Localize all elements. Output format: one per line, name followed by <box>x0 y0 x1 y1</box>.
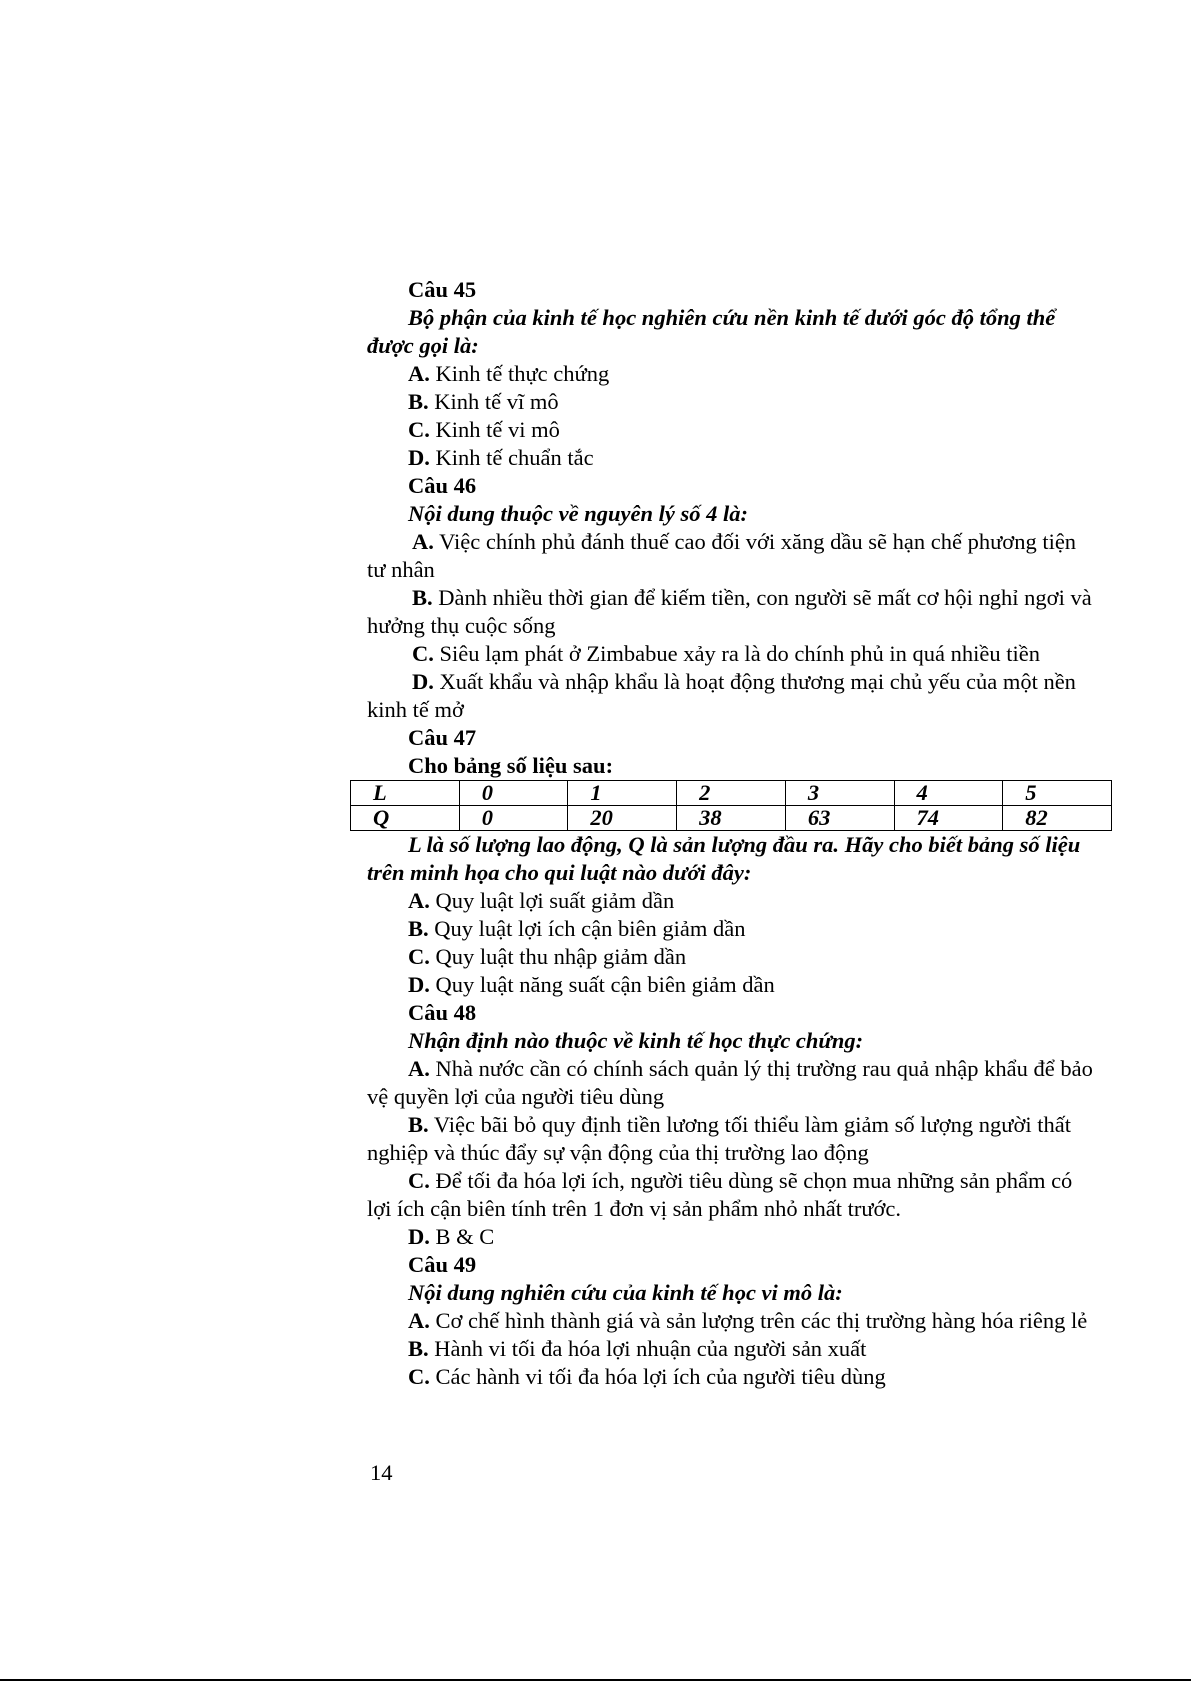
option-key: D. <box>408 1224 430 1249</box>
option-key: A. <box>412 529 434 554</box>
option-text: Cơ chế hình thành giá và sản lượng trên các thị trường hàng hóa riêng lẻ <box>429 1308 1088 1333</box>
answer-option <box>367 1363 1099 1391</box>
answer-option <box>367 915 1099 943</box>
option-text: Kinh tế vĩ mô <box>428 389 559 414</box>
option-text: Quy luật thu nhập giảm dần <box>429 944 687 969</box>
table-cell: 82 <box>1003 806 1112 831</box>
question-stem: Bộ phận của kinh tế học nghiên cứu nền kinh tế dưới góc độ tổng thể được gọi là: <box>367 305 1056 358</box>
table-cell: 74 <box>894 806 1003 831</box>
table-cell: 1 <box>568 781 677 806</box>
option-key: B. <box>412 585 433 610</box>
question-label: Câu 47 <box>408 725 477 750</box>
option-key: C. <box>408 1168 430 1193</box>
data-table <box>350 780 1112 831</box>
option-key: A. <box>408 888 430 913</box>
table-cell: L <box>351 781 460 806</box>
option-text: Nhà nước cần có chính sách quản lý thị trường rau quả nhập khẩu để bảo vệ quyền lợi của người tiêu dùng <box>367 1056 1093 1109</box>
question-stem: L là số lượng lao động, Q là sản lượng đầu ra. Hãy cho biết bảng số liệu trên minh họa cho qui luật nào dưới đây: <box>367 832 1081 885</box>
answer-option <box>367 584 1099 640</box>
option-text: Kinh tế vi mô <box>429 417 560 442</box>
answer-option <box>367 971 1099 999</box>
page-number: 14 <box>370 1460 393 1485</box>
table-cell: 0 <box>459 781 568 806</box>
table-cell: Q <box>351 806 460 831</box>
option-key: B. <box>408 916 429 941</box>
option-text: Việc chính phủ đánh thuế cao đối với xăng dầu sẽ hạn chế phương tiện tư nhân <box>367 529 1077 582</box>
answer-option <box>367 1167 1099 1223</box>
option-text: Việc bãi bỏ quy định tiền lương tối thiểu làm giảm số lượng người thất nghiệp và thúc đẩy sự vận động của thị trường lao động <box>367 1112 1071 1165</box>
table-cell: 5 <box>1003 781 1112 806</box>
answer-option <box>367 444 1099 472</box>
option-key: B. <box>408 389 429 414</box>
table-cell: 2 <box>677 781 786 806</box>
answer-option <box>367 668 1099 724</box>
option-text: Quy luật lợi ích cận biên giảm dần <box>428 916 746 941</box>
page-content <box>367 276 1099 1391</box>
option-text: Hành vi tối đa hóa lợi nhuận của người sản xuất <box>428 1336 867 1361</box>
question-stem: Nhận định nào thuộc về kinh tế học thực chứng: <box>408 1028 864 1053</box>
question-label: Câu 48 <box>408 1000 477 1025</box>
option-text: Xuất khẩu và nhập khẩu là hoạt động thương mại chủ yếu của một nền kinh tế mở <box>367 669 1076 722</box>
option-text: Các hành vi tối đa hóa lợi ích của người tiêu dùng <box>429 1364 886 1389</box>
option-key: A. <box>408 1308 430 1333</box>
option-key: B. <box>408 1336 429 1361</box>
question-label: Câu 46 <box>408 473 477 498</box>
option-key: A. <box>408 361 430 386</box>
option-key: B. <box>408 1112 429 1137</box>
table-cell: 38 <box>677 806 786 831</box>
table-row <box>351 781 1112 806</box>
answer-option <box>367 1111 1099 1167</box>
footer-divider <box>0 1679 1191 1681</box>
answer-option <box>367 388 1099 416</box>
answer-option <box>367 416 1099 444</box>
option-key: C. <box>408 417 430 442</box>
option-key: A. <box>408 1056 430 1081</box>
option-key: D. <box>408 445 430 470</box>
answer-option <box>367 1223 1099 1251</box>
answer-option <box>367 528 1099 584</box>
option-text: Quy luật lợi suất giảm dần <box>429 888 675 913</box>
table-cell: 4 <box>894 781 1003 806</box>
option-text: Dành nhiều thời gian để kiếm tiền, con người sẽ mất cơ hội nghỉ ngơi và hưởng thụ cuộc sống <box>367 585 1092 638</box>
table-row <box>351 806 1112 831</box>
answer-option <box>367 640 1099 668</box>
option-text: Kinh tế thực chứng <box>429 361 610 386</box>
table-cell: 63 <box>785 806 894 831</box>
answer-option <box>367 1335 1099 1363</box>
answer-option <box>367 360 1099 388</box>
table-cell: 0 <box>459 806 568 831</box>
question-stem: Nội dung thuộc về nguyên lý số 4 là: <box>408 501 749 526</box>
option-key: D. <box>412 669 434 694</box>
option-key: C. <box>408 1364 430 1389</box>
answer-option <box>367 887 1099 915</box>
table-cell: 20 <box>568 806 677 831</box>
question-label: Câu 45 <box>408 277 477 302</box>
option-text: Kinh tế chuẩn tắc <box>429 445 594 470</box>
question-stem: Nội dung nghiên cứu của kinh tế học vi mô là: <box>408 1280 843 1305</box>
answer-option <box>367 943 1099 971</box>
option-text: Siêu lạm phát ở Zimbabue xảy ra là do chính phủ in quá nhiều tiền <box>433 641 1041 666</box>
question-label: Câu 49 <box>408 1252 477 1277</box>
table-title: Cho bảng số liệu sau: <box>408 753 614 778</box>
answer-option <box>367 1055 1099 1111</box>
table-cell: 3 <box>785 781 894 806</box>
answer-option <box>367 1307 1099 1335</box>
option-key: D. <box>408 972 430 997</box>
option-text: Quy luật năng suất cận biên giảm dần <box>429 972 775 997</box>
option-text: B & C <box>429 1224 495 1249</box>
option-key: C. <box>412 641 434 666</box>
option-key: C. <box>408 944 430 969</box>
option-text: Để tối đa hóa lợi ích, người tiêu dùng sẽ chọn mua những sản phẩm có lợi ích cận biên tính trên 1 đơn vị sản phẩm nhỏ nhất trước. <box>367 1168 1073 1221</box>
